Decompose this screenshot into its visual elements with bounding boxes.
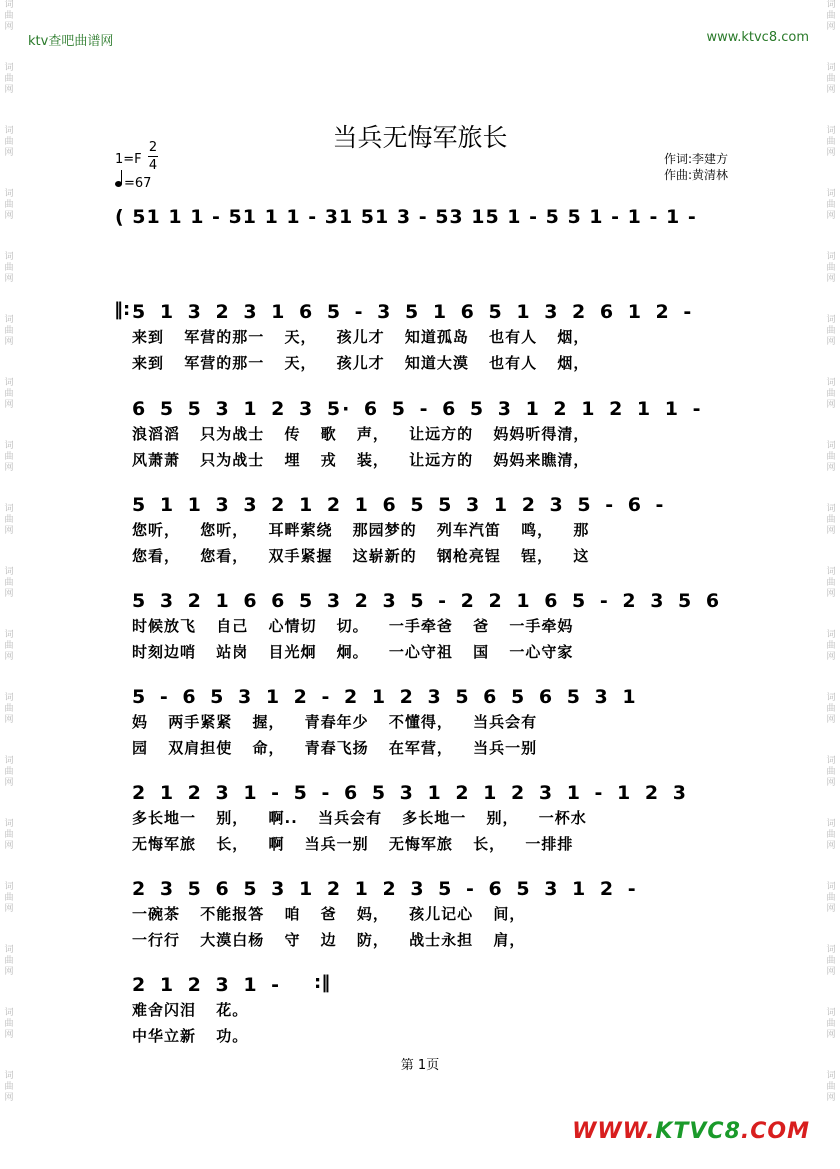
lyric-verse-1: 浪滔滔 只为战士 传 歌 声， 让远方的 妈妈听得清，	[132, 425, 590, 443]
site-name: ktv查吧曲谱网	[28, 34, 114, 49]
score-row	[0, 584, 840, 661]
repeat-end-icon: :‖	[314, 972, 331, 993]
score-row	[0, 392, 840, 469]
intro-notes: ( 51 1 1 - 51 1 1 - 31 51 3 - 53 15 1 - 5 5 1 - 1 - 1 -	[115, 206, 697, 228]
note-line: 5 1 3 2 3 1 6 5 - 3 5 1 6 5 1 3 2 6 1 2 -	[132, 301, 694, 323]
key-signature: 1=F	[115, 152, 142, 167]
note-line: 2 1 2 3 1 - 5 - 6 5 3 1 2 1 2 3 1 - 1 2 3	[132, 782, 688, 804]
lyric-verse-1: 难舍闪泪 花。	[132, 1001, 249, 1019]
side-watermark-right: 词 曲 网 词 曲 网 词 曲 网 词 曲 网 词 曲 网 词 曲 网 词 曲 网 词 曲 网 词 曲 网 词 曲 网 词 曲 网 词 曲 网 词 曲 网 词 曲 网 词 曲 网 词 曲 网 词 曲 网 词 曲 网	[826, 0, 836, 1103]
note-line: 6 5 5 3 1 2 3 5· 6 5 - 6 5 3 1 2 1 2 1 1 -	[132, 398, 703, 420]
score-row	[0, 776, 840, 853]
lyric-verse-1: 来到 军营的那一 天， 孩儿才 知道孤岛 也有人 烟，	[132, 328, 590, 346]
lyric-verse-2: 一行行 大漠白杨 守 边 防， 战士永担 肩，	[132, 931, 526, 949]
lyric-verse-2: 您看， 您看， 双手紧握 这崭新的 钢枪亮锃 锃， 这	[132, 547, 590, 565]
tempo-marking	[115, 176, 151, 191]
side-watermark-left: 词 曲 网 词 曲 网 词 曲 网 词 曲 网 词 曲 网 词 曲 网 词 曲 网 词 曲 网 词 曲 网 词 曲 网 词 曲 网 词 曲 网 词 曲 网 词 曲 网 词 曲 网 词 曲 网 词 曲 网 词 曲 网	[4, 0, 14, 1103]
tempo-value: =67	[124, 176, 152, 191]
lyric-verse-2: 园 双肩担使 命， 青春飞扬 在军营， 当兵一别	[132, 739, 538, 757]
time-signature	[148, 140, 158, 173]
site-url: www.ktvc8.com	[706, 30, 809, 45]
meter-top: 2	[148, 140, 158, 155]
quarter-note-icon	[115, 181, 122, 187]
song-title: 当兵无悔军旅长	[332, 123, 508, 152]
note-line: 5 3 2 1 6 6 5 3 2 3 5 - 2 2 1 6 5 - 2 3 5 6	[132, 590, 722, 612]
intro-row	[0, 200, 840, 240]
lyric-verse-1: 多长地一 别， 啊.. 当兵会有 多长地一 别， 一杯水	[132, 809, 587, 827]
composer: 作曲:黄清林	[664, 168, 729, 182]
lyric-verse-1: 时候放飞 自己 心情切 切。 一手牵爸 爸 一手牵妈	[132, 617, 574, 635]
page-number: 第 1页	[400, 1058, 440, 1073]
repeat-start-icon: ‖:	[114, 299, 131, 320]
note-line: 5 1 1 3 3 2 1 2 1 6 5 5 3 1 2 3 5 - 6 -	[132, 494, 666, 516]
lyric-verse-1: 您听， 您听， 耳畔萦绕 那园梦的 列车汽笛 鸣， 那	[132, 521, 590, 539]
lyricist: 作词:李建方	[664, 152, 729, 166]
lyric-verse-2: 风萧萧 只为战士 埋 戎 装， 让远方的 妈妈来瞧清，	[132, 451, 590, 469]
note-line: 2 1 2 3 1 -	[132, 974, 282, 996]
score-row	[0, 680, 840, 757]
lyric-verse-1: 妈 两手紧紧 握， 青春年少 不懂得， 当兵会有	[132, 713, 538, 731]
score-row	[0, 295, 840, 372]
lyric-verse-2: 来到 军营的那一 天， 孩儿才 知道大漠 也有人 烟，	[132, 354, 590, 372]
lyric-verse-2: 无悔军旅 长， 啊 当兵一别 无悔军旅 长， 一排排	[132, 835, 574, 853]
meter-bottom: 4	[148, 158, 158, 173]
lyric-verse-2: 中华立新 功。	[132, 1027, 249, 1045]
score-row	[0, 968, 840, 1045]
credits	[664, 151, 728, 183]
note-line: 2 3 5 6 5 3 1 2 1 2 3 5 - 6 5 3 1 2 -	[132, 878, 638, 900]
score-row	[0, 872, 840, 949]
watermark-logo: WWW.KTVC8.COM	[572, 1119, 810, 1144]
lyric-verse-1: 一碗茶 不能报答 咱 爸 妈， 孩儿记心 间，	[132, 905, 526, 923]
lyric-verse-2: 时刻边哨 站岗 目光炯 炯。 一心守祖 国 一心守家	[132, 643, 574, 661]
score-row	[0, 488, 840, 565]
note-line: 5 - 6 5 3 1 2 - 2 1 2 3 5 6 5 6 5 3 1	[132, 686, 638, 708]
